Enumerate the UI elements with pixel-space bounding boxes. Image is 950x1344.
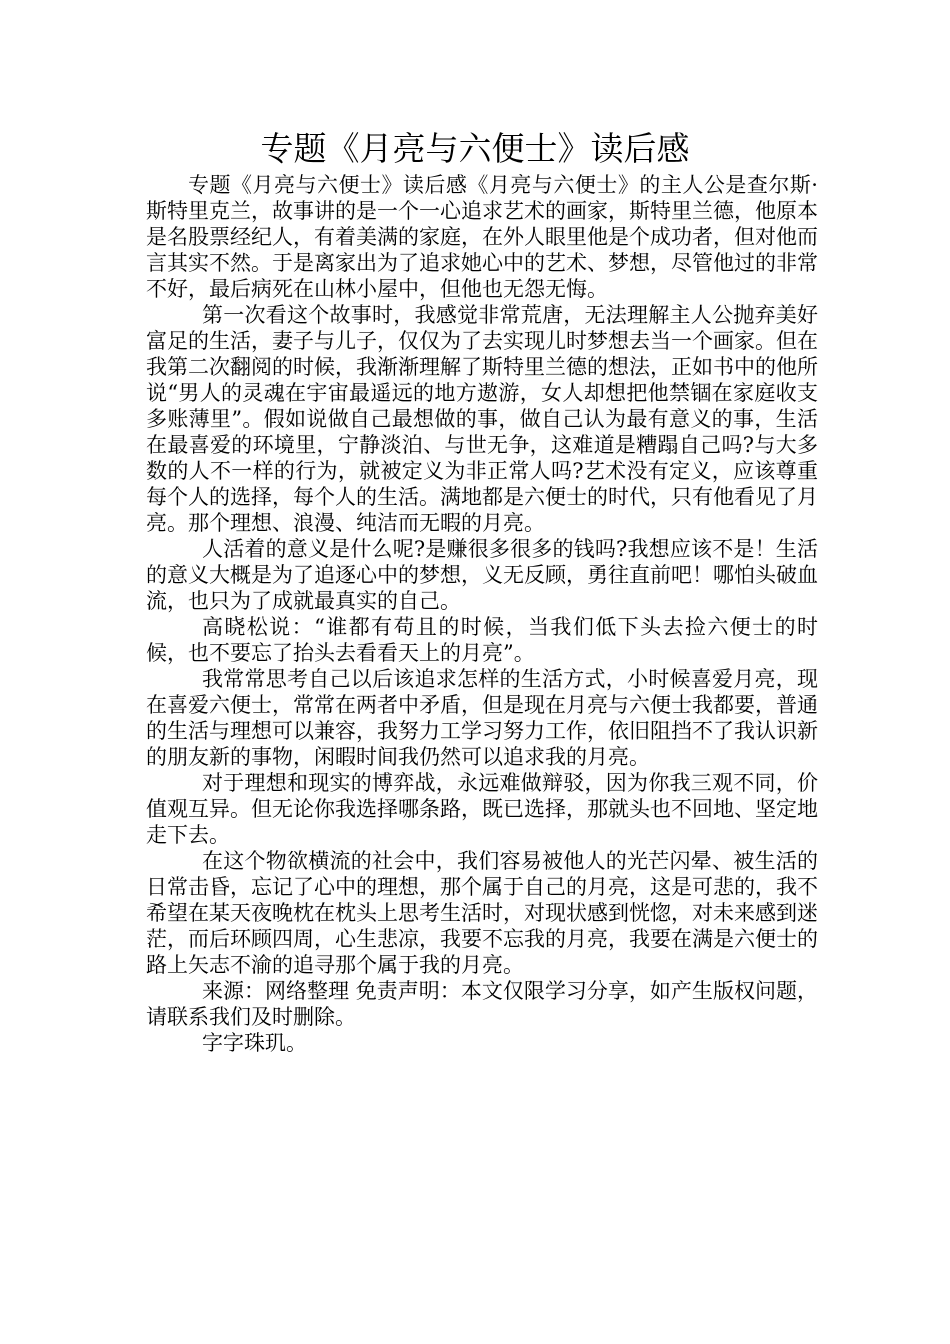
paragraph-closing: 字字珠玑。 [202, 1031, 307, 1055]
paragraph-quote: 高晓松说：“谁都有苟且的时候，当我们低下头去捡六便士的时候，也不要忘了抬头去看看天上的月亮”。 [146, 615, 818, 665]
paragraph-ideal-vs-reality: 对于理想和现实的博弈战，永远难做辩驳，因为你我三观不同，价值观互异。但无论你我选择哪条路，既已选择，那就头也不回地、坚定地走下去。 [146, 771, 818, 847]
document-body [146, 172, 818, 1056]
paragraph-disclaimer: 来源：网络整理 免责声明：本文仅限学习分享，如产生版权问题，请联系我们及时删除。 [146, 979, 818, 1029]
paragraph-conclusion: 在这个物欲横流的社会中，我们容易被他人的光芒闪晕、被生活的日常击昏，忘记了心中的理想，那个属于自己的月亮，这是可悲的，我不希望在某天夜晚枕在枕头上思考生活时，对现状感到恍惚，对未来感到迷茫，而后环顾四周，心生悲凉，我要不忘我的月亮，我要在满是六便士的路上矢志不渝的追寻那个属于我的月亮。 [146, 849, 818, 977]
paragraph-intro: 专题《月亮与六便士》读后感《月亮与六便士》的主人公是查尔斯·斯特里克兰，故事讲的是一个一心追求艺术的画家，斯特里兰德，他原本是名股票经纪人，有着美满的家庭，在外人眼里他是个成功者，但对他而言其实不然。于是离家出为了追求她心中的艺术、梦想，尽管他过的非常不好，最后病死在山林小屋中，但他也无怨无悔。 [146, 173, 818, 301]
document-title: 专题《月亮与六便士》读后感 [260, 129, 690, 168]
paragraph-lifestyle: 我常常思考自己以后该追求怎样的生活方式，小时候喜爱月亮，现在喜爱六便士，常常在两者中矛盾，但是现在月亮与六便士我都要，普通的生活与理想可以兼容，我努力工学习努力工作，依旧阻挡不了我认识新的朋友新的事物，闲暇时间我仍然可以追求我的月亮。 [146, 667, 818, 769]
paragraph-meaning-of-life: 人活着的意义是什么呢?是赚很多很多的钱吗?我想应该不是！生活的意义大概是为了追逐心中的梦想，义无反顾，勇往直前吧！哪怕头破血流，也只为了成就最真实的自己。 [146, 537, 818, 613]
paragraph-first-reading: 第一次看这个故事时，我感觉非常荒唐，无法理解主人公抛弃美好富足的生活，妻子与儿子，仅仅为了去实现儿时梦想去当一个画家。但在我第二次翻阅的时候，我渐渐理解了斯特里兰德的想法，正如书中的他所说“男人的灵魂在宇宙最遥远的地方遨游，女人却想把他禁锢在家庭收支多账薄里”。假如说做自己最想做的事，做自己认为最有意义的事，生活在最喜爱的环境里，宁静淡泊、与世无争，这难道是糟蹋自己吗?与大多数的人不一样的行为，就被定义为非正常人吗?艺术没有定义，应该尊重每个人的选择，每个人的生活。满地都是六便士的时代，只有他看见了月亮。那个理想、浪漫、纯洁而无暇的月亮。 [146, 303, 818, 535]
